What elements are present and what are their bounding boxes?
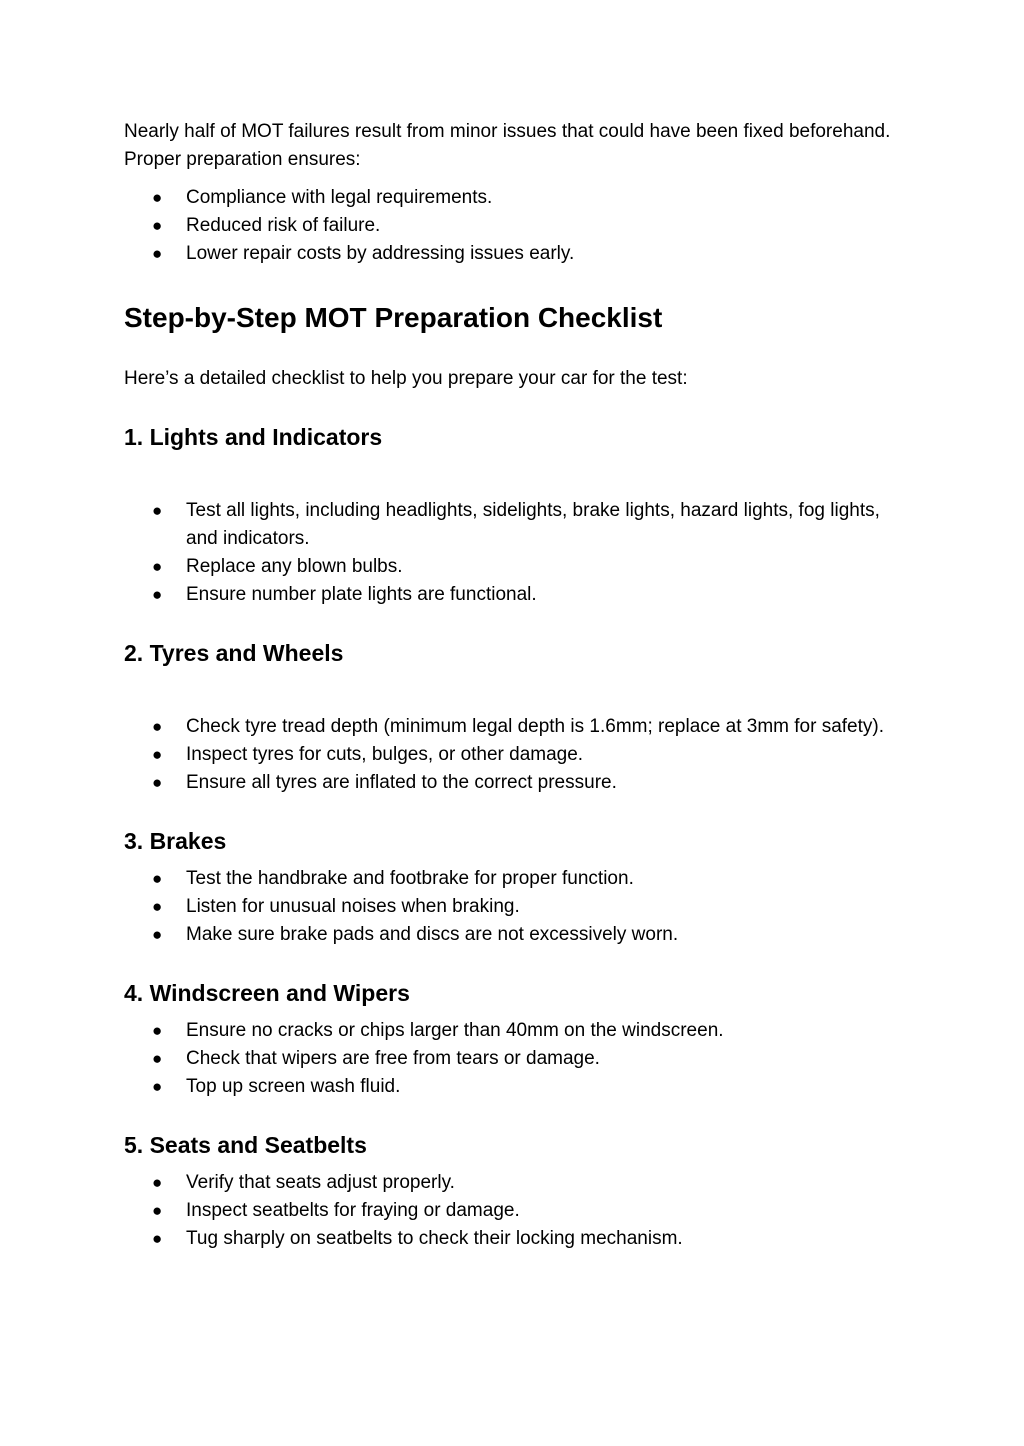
- bullet-icon: ●: [152, 717, 163, 736]
- bullet-icon: ●: [152, 1049, 163, 1068]
- checklist-lead: Here’s a detailed checklist to help you prepare your car for the test:: [124, 368, 688, 389]
- list-item: ● Make sure brake pads and discs are not excessively worn.: [124, 921, 894, 949]
- bullet-icon: ●: [152, 557, 163, 576]
- bullet-icon: ●: [152, 1229, 163, 1248]
- section-heading-brakes: 3. Brakes: [124, 828, 227, 854]
- list-item: ● Tug sharply on seatbelts to check their locking mechanism.: [124, 1225, 894, 1253]
- bullet-icon: ●: [152, 773, 163, 792]
- list-item: ● Lower repair costs by addressing issues early.: [124, 240, 894, 268]
- section-heading-lights: 1. Lights and Indicators: [124, 424, 383, 450]
- list-item: ● Top up screen wash fluid.: [124, 1073, 894, 1101]
- bullet-icon: ●: [152, 216, 163, 235]
- bullet-icon: ●: [152, 897, 163, 916]
- bullet-icon: ●: [152, 501, 163, 520]
- list-item: ● Check tyre tread depth (minimum legal depth is 1.6mm; replace at 3mm for safety).: [124, 713, 894, 741]
- intro-paragraph: Nearly half of MOT failures result from minor issues that could have been fixed beforehand. Proper preparation ensures:: [124, 121, 891, 170]
- list-item: ● Compliance with legal requirements.: [124, 184, 894, 212]
- section-list-lights: [124, 497, 894, 609]
- bullet-icon: ●: [152, 1021, 163, 1040]
- bullet-icon: ●: [152, 1173, 163, 1192]
- checklist-title: Step-by-Step MOT Preparation Checklist: [124, 302, 663, 333]
- list-item: ● Replace any blown bulbs.: [124, 553, 894, 581]
- bullet-icon: ●: [152, 869, 163, 888]
- bullet-icon: ●: [152, 585, 163, 604]
- list-item: ● Verify that seats adjust properly.: [124, 1169, 894, 1197]
- list-item: ● Inspect seatbelts for fraying or damage.: [124, 1197, 894, 1225]
- section-heading-windscreen: 4. Windscreen and Wipers: [124, 980, 410, 1006]
- bullet-icon: ●: [152, 188, 163, 207]
- document-page: [124, 118, 894, 1253]
- list-item: ● Ensure no cracks or chips larger than 40mm on the windscreen.: [124, 1017, 894, 1045]
- list-item: ● Test all lights, including headlights, sidelights, brake lights, hazard lights, fog lights, and indicators.: [124, 497, 894, 553]
- section-heading-tyres: 2. Tyres and Wheels: [124, 640, 344, 666]
- list-item: ● Inspect tyres for cuts, bulges, or other damage.: [124, 741, 894, 769]
- section-heading-seats: 5. Seats and Seatbelts: [124, 1132, 367, 1158]
- section-list-windscreen: [124, 1017, 894, 1101]
- section-list-brakes: [124, 865, 894, 949]
- list-item: ● Test the handbrake and footbrake for proper function.: [124, 865, 894, 893]
- bullet-icon: ●: [152, 745, 163, 764]
- list-item: ● Reduced risk of failure.: [124, 212, 894, 240]
- bullet-icon: ●: [152, 925, 163, 944]
- section-list-seats: [124, 1169, 894, 1253]
- bullet-icon: ●: [152, 244, 163, 263]
- list-item: ● Ensure all tyres are inflated to the correct pressure.: [124, 769, 894, 797]
- bullet-icon: ●: [152, 1077, 163, 1096]
- list-item: ● Ensure number plate lights are functional.: [124, 581, 894, 609]
- section-list-tyres: [124, 713, 894, 797]
- list-item: ● Check that wipers are free from tears or damage.: [124, 1045, 894, 1073]
- list-item: ● Listen for unusual noises when braking.: [124, 893, 894, 921]
- intro-list: [124, 184, 894, 268]
- bullet-icon: ●: [152, 1201, 163, 1220]
